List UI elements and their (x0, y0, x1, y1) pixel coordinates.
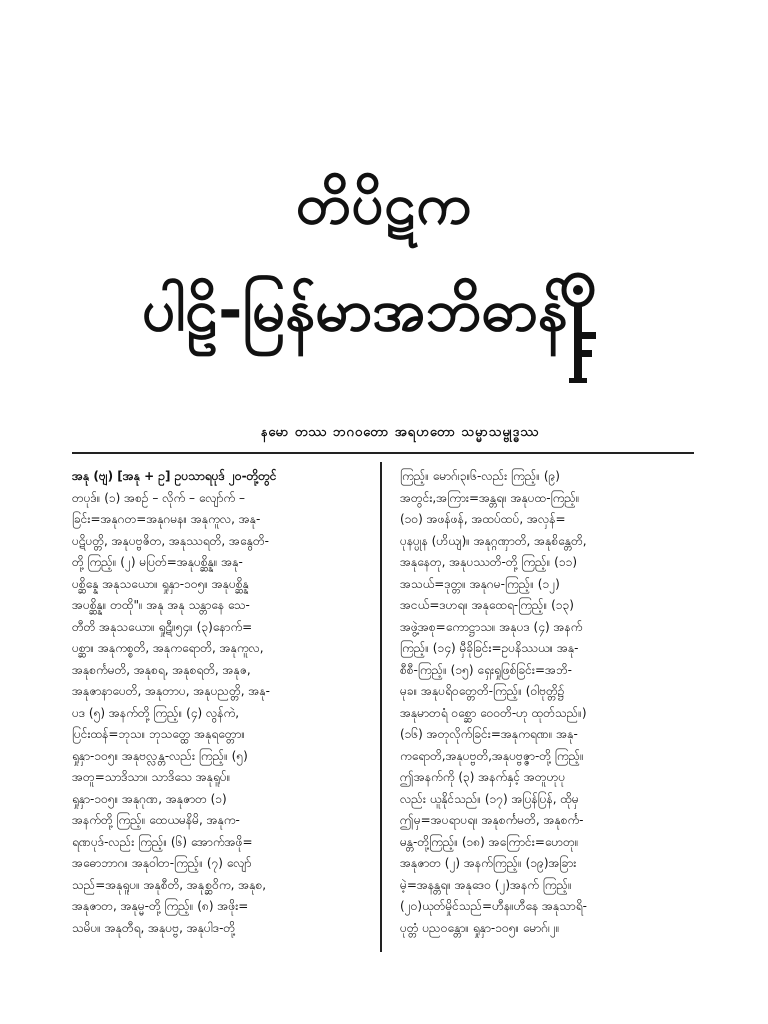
text-line: အနုနေတု, အနုပဿတိ-တို့ ကြည့်။ (၁၁) (400, 555, 578, 569)
right-column (400, 466, 696, 956)
text-line: ရှုနှာ-၁၀၅။ အနုဂုဏ, အနုဇာတ (၁) (72, 791, 227, 806)
text-line: အသယ်=ဒုတ္တ။ အနုဂမ-ကြည့်။ (၁၂) (400, 576, 560, 591)
text-line: ရှုနှာ-၁၀၅။ အနုဗလ္လန္တ-လည်း ကြည့်။ (၅) (72, 748, 248, 763)
text-line: မဲ့=အနန္တရ။ အနုဒေဝ (၂)အနက် ကြည့်။ (400, 877, 572, 892)
text-line: စီစီ-ကြည့်။ (၁၅) ရှေးရှုဖြစ်ခြင်း=အဘိ- (400, 662, 572, 677)
text-line: (၁၆) အတုလိုက်ခြင်း=အနုကရဏ။ အနု- (400, 727, 578, 741)
header-rule (72, 452, 694, 454)
text-line: အပစ္ဆိန္န။ တထို"။ အနု အနု သန္တာနေ သေ- (72, 598, 250, 612)
text-line: တီတိ အနုသယော။ ရှုဋီ။၅၄။ (၃)နောက်= (72, 619, 253, 634)
text-line: မန္တ-တို့ကြည့်။ (၁၈) အကြောင်း=ဟေတု။ (400, 834, 579, 849)
text-line: အနုဇာတ (၂) အနက်ကြည့်။ (၁၉)အခြား (400, 856, 577, 870)
left-column (72, 466, 368, 956)
text-line: ဤမှ=အပရာပရ။ အနုစင်္ကမတိ, အနုစင်္က- (400, 813, 584, 827)
text-line: ပြင်းထန်=ဘုသ။ ဘုသတ္ထေ အနုရတ္တော။ (72, 727, 246, 741)
title-tipitaka: တိပိဋက (295, 172, 473, 237)
text-line: (၁၀) အဖန်ဖန်, အထပ်ထပ်, အလှန်= (400, 512, 566, 526)
text-line: (၂၀)ယုတ်မှိုင်သည်=ဟီန။ဟီနေ အနုသာရိ- (400, 899, 587, 913)
text-line: ခြင်း=အနုဂတ=အနုဂမန။ အနုကူလ, အနု- (72, 512, 261, 526)
text-line: ပုနပ္ပုန (ဟိယျ)။ အနုဂ္ဂဏှာတိ, အနုစိန္တေတိ, (400, 533, 587, 548)
text-line: ကြည့်။ မောဂ်၊၃။၆-လည်း ကြည့်။ (၉) (400, 469, 560, 483)
text-line: အနက်တို့ ကြည့်။ ထေယမနိမိ, အနုက- (72, 813, 240, 827)
text-line: အနုမာတရံ ဝစ္ဆော ဝေဝတိ-ဟု ထုတ်သည်။) (400, 705, 587, 720)
text-line: ပဋိပတ္တိ, အနုပဗ္ဗဇိတ, အနုဿရတိ, အနွေတိ- (72, 533, 269, 548)
text-line: ရဏပုဒ်-လည်း ကြည့်။ (၆) အောက်အဖို= (72, 834, 253, 849)
key-emblem-icon (555, 270, 601, 385)
text-line: တပုဒ်။ (၁) အစဉ် – လိုက် – လျော်က် – (72, 490, 245, 505)
text-line: အဖွဲ့အစု=ကောဋ္ဌာသ။ အနုပဒ (၄) အနက် (400, 619, 583, 634)
text-line: အနုဇာနာပေတိ, အနုတာပ, အနုပညတ္တိ, အနု- (72, 684, 270, 698)
text-line: အတူ=သာဒိသာ။ သာဒိသေ အနုရူပ်။ (72, 770, 231, 784)
text-line: ကရောတိ,အနုပဗ္ဗတိ,အနုပဗ္ဗဇ္ဇာ-တို့ ကြည့်။ (400, 748, 584, 763)
text-line: ဤအနက်ကို (၃) အနက်နှင့် အတူဟုပု (400, 770, 566, 784)
title-pali-myanmar-dictionary: ပါဠိ-မြန်မာအဘိဓာန် (142, 276, 568, 344)
text-line: အနုဇာတ, အနုမ္မ-တို့ ကြည့်။ (၈) အဖိုး= (72, 899, 249, 913)
text-line: မုခ။ အနုပရိဝတ္တေတိ-ကြည့်။ (ဝါဗုတ္တိ၌ (400, 684, 565, 698)
text-line: လည်း ယူနိုင်သည်။ (၁၇) အပြန်ပြန်, ထိုမှ (400, 791, 579, 806)
text-line: ပစ္ဆိန္နေ အနုသယော။ ရှုနှာ-၁၀၅။ အနုပစ္ဆိန္န (72, 576, 249, 591)
text-line: ပုတ္တံ ပညဝန္တော။ ရှုနှာ-၁၀၅။ မောဂ်၊၂။ (400, 920, 560, 935)
text-line: ကြည့်။ (၁၄) မှီခိုခြင်း=ဥပနိဿယ။ အနု- (400, 641, 579, 655)
text-line: အနု (ဗျ) [အနု + ဥ] ဥပသာရပုဒ် ၂၀-တို့တွင် (72, 469, 277, 483)
text-line: အတွင်း,အကြား=အန္တရ။ အနုပထ-ကြည့်။ (400, 490, 580, 505)
text-line: အနုစင်္ကမတိ, အနုစရ, အနုစရတိ, အနုဇ, (72, 662, 251, 677)
text-line: အဓောဘာဂ။ အနုဝါတ-ကြည့်။ (၇) လျော် (72, 856, 252, 870)
text-line: သမိပ။ အနုတီရ, အနုပဗ္ဗ, အနုပါဒ-တို့ (72, 920, 236, 935)
invocation-subtitle: နမော တဿ ဘဂဝတော အရဟတော သမ္မာသမ္ဗုဒ္ဓဿ (260, 425, 540, 440)
text-line: ပဒ (၅) အနက်တို့ ကြည့်။ (၄) လွန်ကဲ, (72, 705, 240, 720)
text-line: သည်=အနုရူပ။ အနုစီတိ, အနုစ္ဆဝိက, အနုစ, (72, 877, 267, 892)
text-line: ပစ္ဆာ။ အနုကစ္စတိ, အနုကရောတိ, အနုကူလ, (72, 641, 264, 655)
text-line: တို့ ကြည့်။ (၂) မပြတ်=အနုပစ္ဆိန္န။ အနု- (72, 555, 243, 569)
text-line: အငယ်=ဒဟရ။ အနုထေရ-ကြည့်။ (၁၃) (400, 598, 574, 612)
column-divider (380, 462, 382, 952)
